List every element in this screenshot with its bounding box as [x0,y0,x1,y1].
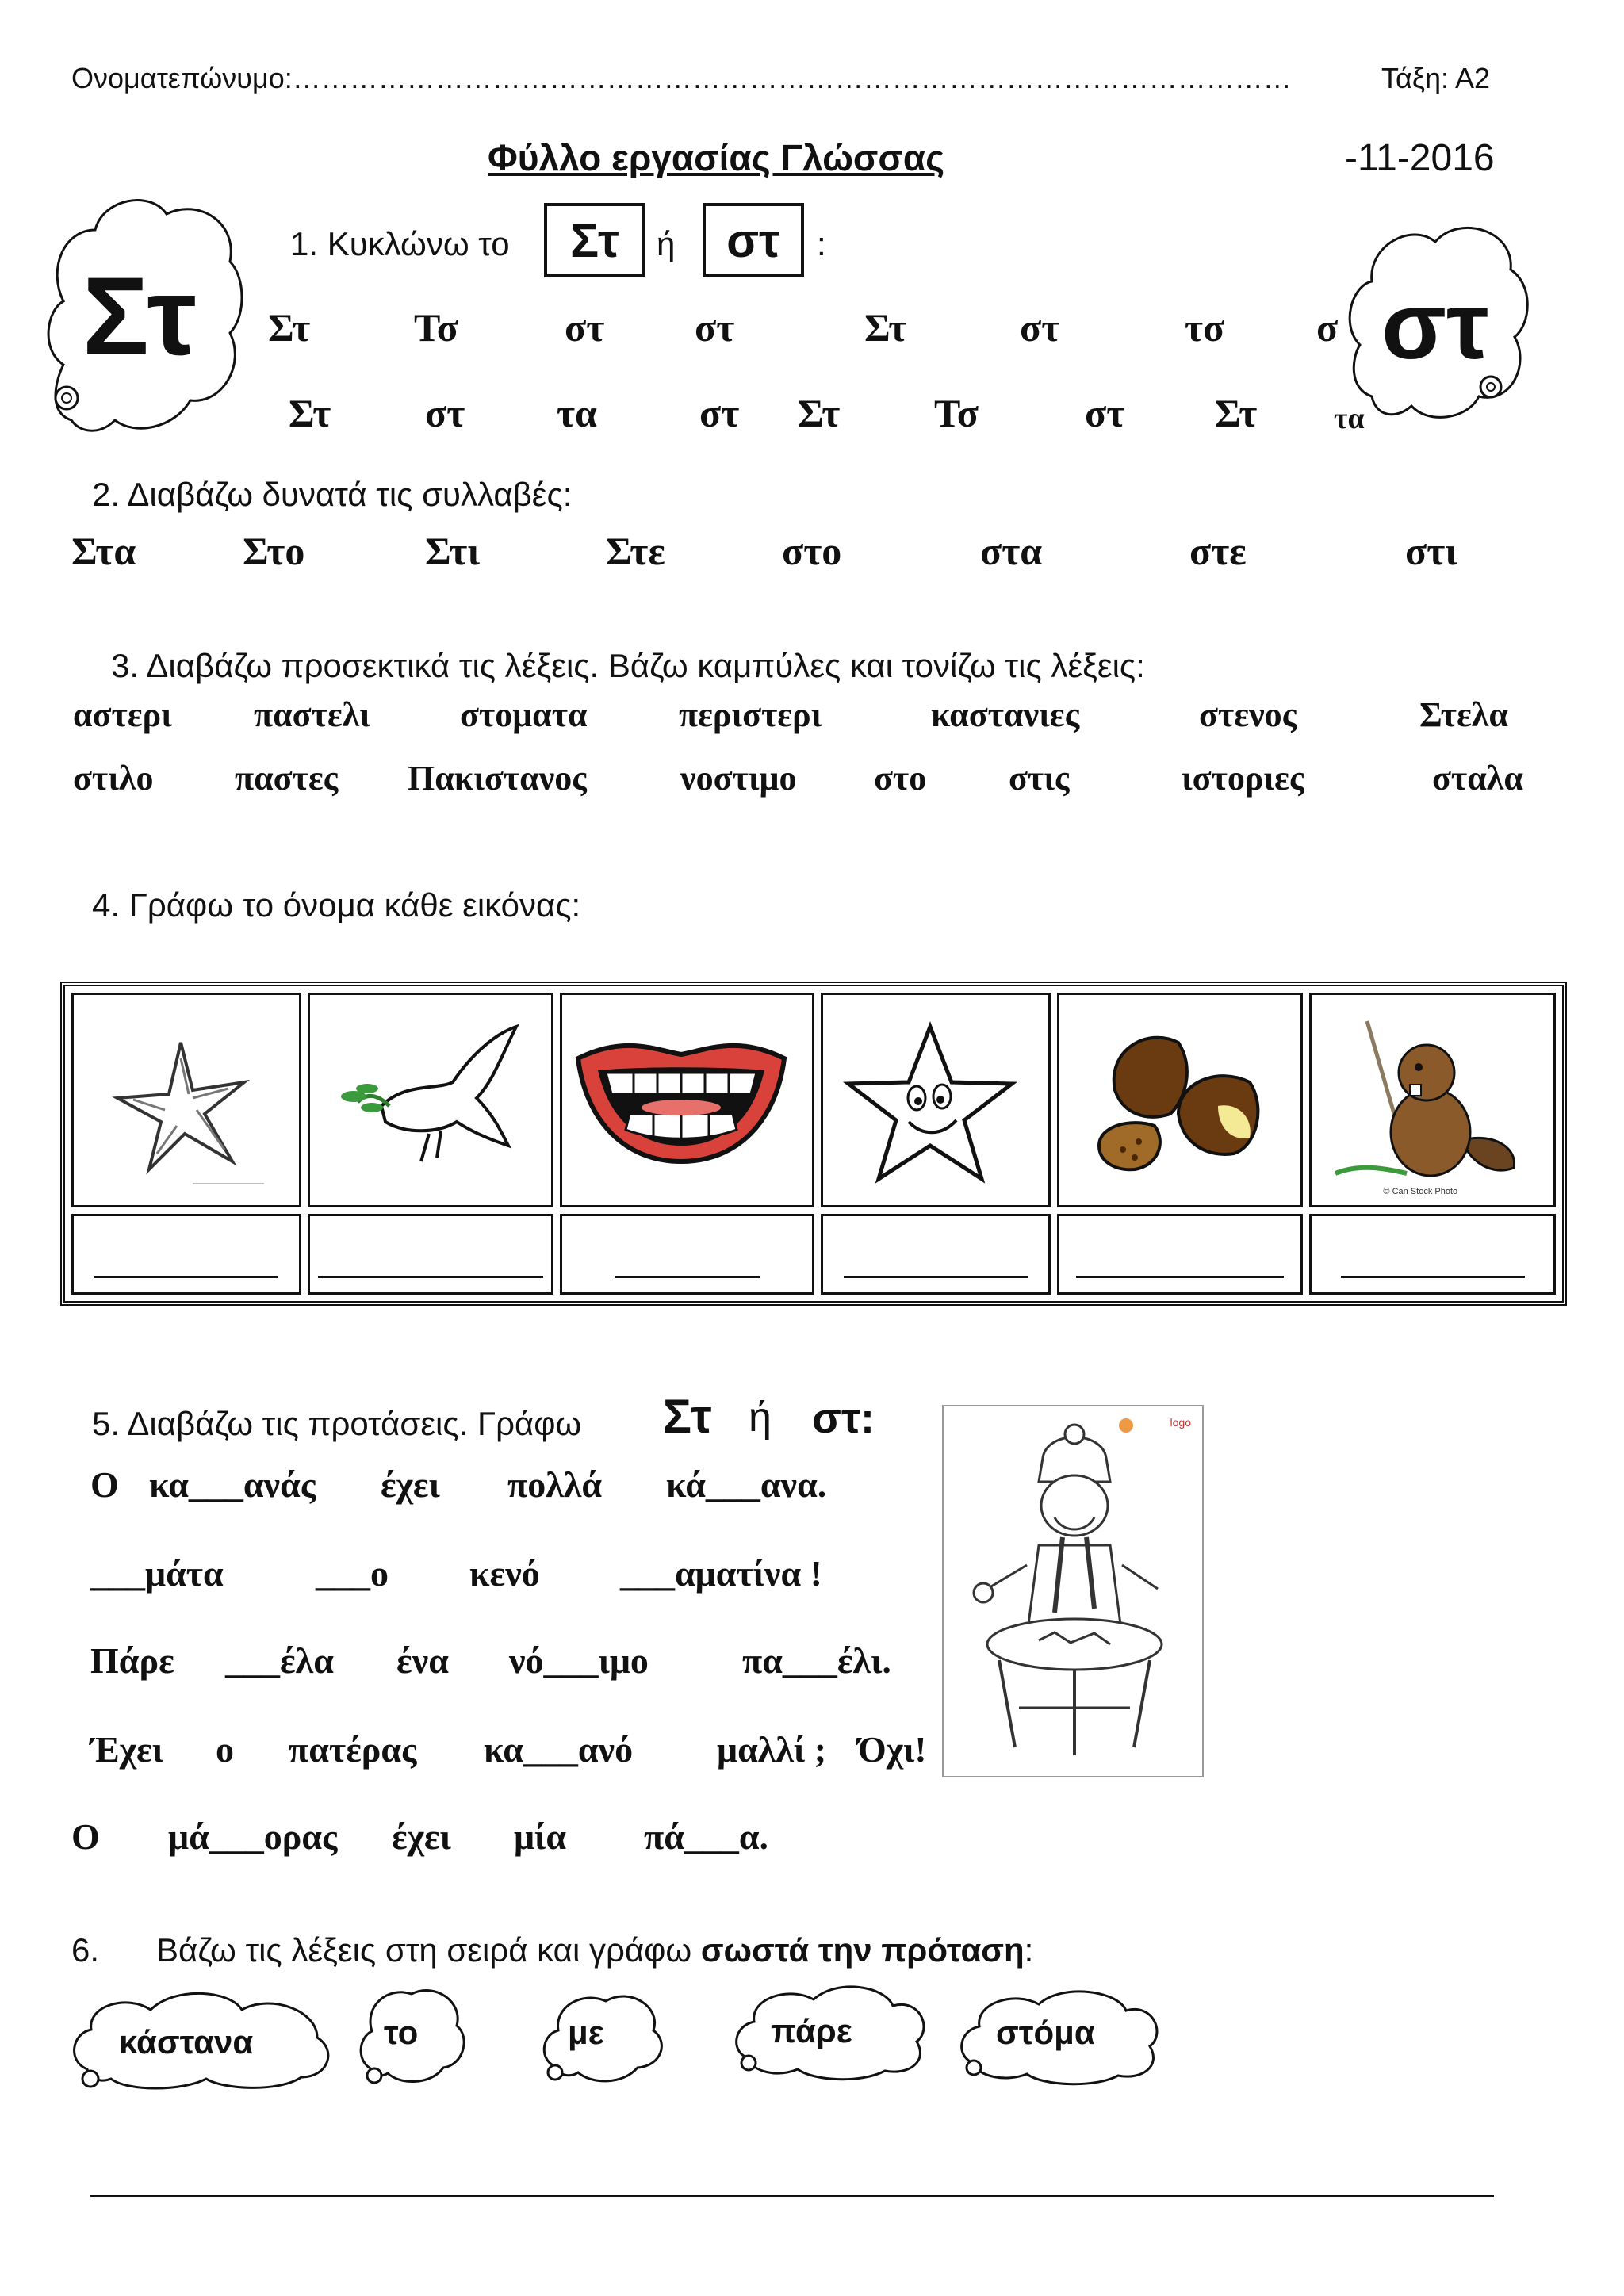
sentence-word: ένα [396,1640,449,1681]
ex3-word: στις [1009,759,1070,798]
image-logo: logo [1170,1416,1191,1429]
word-cloud-3[interactable]: με [568,2014,604,2051]
ex1-r2-item: Στ [289,391,331,435]
sentence-word[interactable]: πα___έλι. [742,1640,891,1681]
ex3-word: στιλο [73,759,154,798]
beaver-caption: © Can Stock Photo [1383,1187,1458,1196]
star-face-icon [823,995,1037,1201]
ex3-word: Πακιστανος [408,759,587,798]
syllable: Στο [243,529,305,573]
chestnuts-icon [1059,995,1289,1201]
ex1-instruction: 1. Κυκλώνω το [290,225,510,262]
ex4-instruction: 4. Γράφω το όνομα κάθε εικόνας: [92,886,581,924]
sentence-word[interactable]: πά___α. [644,1816,769,1857]
ex1-r1-item: στ [565,305,605,350]
ex1-r1-item: Στ [864,305,907,350]
right-cloud-letters: στ [1381,273,1489,379]
ex1-r1-item: Στ [268,305,311,350]
ex5-option-upper: Στ [663,1390,712,1443]
sentence-word: Όχι! [858,1729,927,1770]
sentence-word: μία [514,1816,567,1857]
ex1-r1-item: σ [1316,305,1339,350]
ex1-r1-item: στ [1020,305,1060,350]
ex1-or: ή [657,225,676,262]
ex5-or: ή [749,1395,772,1441]
ex1-r2-item: Στ [1215,391,1258,435]
ex1-r2-item: στ [699,391,740,435]
sentence-word: Ο [90,1464,119,1505]
ex1-colon: : [817,225,826,262]
ex3-word: στο [874,759,927,798]
sentence-word[interactable]: ___ο [316,1553,389,1594]
picture-cell [71,993,301,1207]
syllable: στο [782,529,842,573]
ex1-box-lower-text: στ [726,213,780,267]
ex3-word: νοστιμο [680,759,797,798]
ex1-r2-item: Στ [798,391,841,435]
picture-cell [821,993,1051,1207]
ex5-option-lower: στ: [812,1395,875,1442]
sentence-word: κενό [469,1553,540,1594]
answer-cell[interactable] [71,1214,301,1295]
ex1-r1-item: στ [695,305,735,350]
picture-cell [308,993,554,1207]
picture-table [60,982,1567,1306]
ex1-box-upper [544,203,645,277]
ex1-r1-item: τσ [1185,305,1225,350]
sentence-word[interactable]: ___μάτα [90,1553,224,1594]
ex3-word: παστες [235,759,339,798]
ex3-word: παστελι [254,695,370,734]
ex5-instruction: 5. Διαβάζω τις προτάσεις. Γράφω [92,1405,582,1442]
ex3-word: στοματα [460,695,588,734]
date-label: -11-2016 [1345,137,1495,179]
sentence-word: Έχει [90,1729,163,1770]
answer-cell[interactable] [1309,1214,1556,1295]
ex2-instruction: 2. Διαβάζω δυνατά τις συλλαβές: [92,476,573,513]
ex3-word: καστανιες [931,695,1080,734]
sentence-word: πατέρας [289,1729,417,1770]
mouth-icon [562,995,800,1201]
ex1-r2-item: Τσ [934,391,979,435]
ex5-sentence-5 [0,1816,952,1863]
ex1-r1-item: Τσ [414,305,459,350]
starfish-icon [74,995,288,1201]
sentence-word: πολλά [508,1464,603,1505]
dove-icon [310,995,540,1201]
ex6-text: Βάζω τις λέξεις στη σειρά και γράφω [156,1931,701,1969]
picture-cell [560,993,814,1207]
sentence-word[interactable]: κα___ανάς [149,1464,316,1505]
syllable: στε [1189,529,1247,573]
ex3-word: αστερι [73,695,172,734]
picture-cell [1309,993,1556,1207]
class-label: Τάξη: Α2 [1381,62,1491,94]
name-field-label: Ονοματεπώνυμο:…………………………………………………………………………………………… [71,62,1292,94]
ex1-box-upper-text: Στ [570,213,619,267]
syllable: Στι [425,529,480,573]
word-cloud-2[interactable]: το [384,2014,419,2051]
sentence-word: Ο [71,1816,100,1857]
ex6-bold-text: σωστά την πρόταση [700,1931,1025,1969]
beaver-icon [1312,997,1542,1203]
ex1-r2-item: στ [425,391,465,435]
syllable: στι [1405,529,1457,573]
ex3-instruction: 3. Διαβάζω προσεκτικά τις λέξεις. Βάζω καμπύλες και τονίζω τις λέξεις: [111,647,1145,684]
syllable: στα [980,529,1043,573]
chestnut-seller-picture [942,1405,1204,1777]
sentence-word[interactable]: κα___ανό [484,1729,634,1770]
ex1-box-lower [703,203,804,277]
ex5-sentence-4 [0,1728,952,1776]
answer-cell[interactable] [1057,1214,1304,1295]
ex3-word: σταλα [1432,759,1523,798]
sentence-word: έχει [381,1464,440,1505]
answer-cell[interactable] [821,1214,1051,1295]
left-cloud-letters: Στ [82,254,197,378]
ex5-sentence-3 [0,1640,952,1687]
sentence-word: μαλλί ; [717,1729,827,1770]
ex5-sentence-1 [0,1464,952,1511]
picture-cell [1057,993,1304,1207]
ex1-r2-item: τα [557,391,597,435]
sentence-word: ο [216,1729,234,1770]
syllable: Στε [606,529,665,573]
sentence-answer-line[interactable] [90,2195,1494,2197]
ex3-word: περιστερι [679,695,822,734]
chestnut-seller-icon [944,1406,1202,1776]
page-title: Φύλλο εργασίας Γλώσσας [488,137,945,178]
ex6-instruction [71,1931,1033,1969]
sentence-word[interactable]: ___αματίνα ! [620,1553,822,1594]
ex1-r2-item: στ [1085,391,1125,435]
sentence-word[interactable]: ___έλα [225,1640,334,1681]
sentence-word[interactable]: κά___ανα. [666,1464,827,1505]
ex6-colon: : [1024,1931,1034,1969]
word-cloud-1[interactable]: κάστανα [119,2023,254,2061]
sentence-word[interactable]: νό___ιμο [509,1640,649,1681]
answer-cell[interactable] [308,1214,554,1295]
word-cloud-5[interactable]: στόμα [996,2014,1095,2051]
ex6-number: 6. [71,1931,100,1969]
ex5-sentence-2 [0,1552,952,1600]
word-cloud-4[interactable]: πάρε [771,2012,852,2049]
sentence-word: έχει [392,1816,451,1857]
sentence-word: Πάρε [90,1640,174,1681]
ex3-word: Στελα [1419,695,1508,734]
ex1-r2-item: τα [1334,402,1365,435]
answer-cell[interactable] [560,1214,814,1295]
syllable: Στα [71,529,136,573]
sentence-word[interactable]: μά___ορας [168,1816,338,1857]
ex3-word: στενος [1199,695,1297,734]
ex3-word: ιστοριες [1182,759,1304,798]
